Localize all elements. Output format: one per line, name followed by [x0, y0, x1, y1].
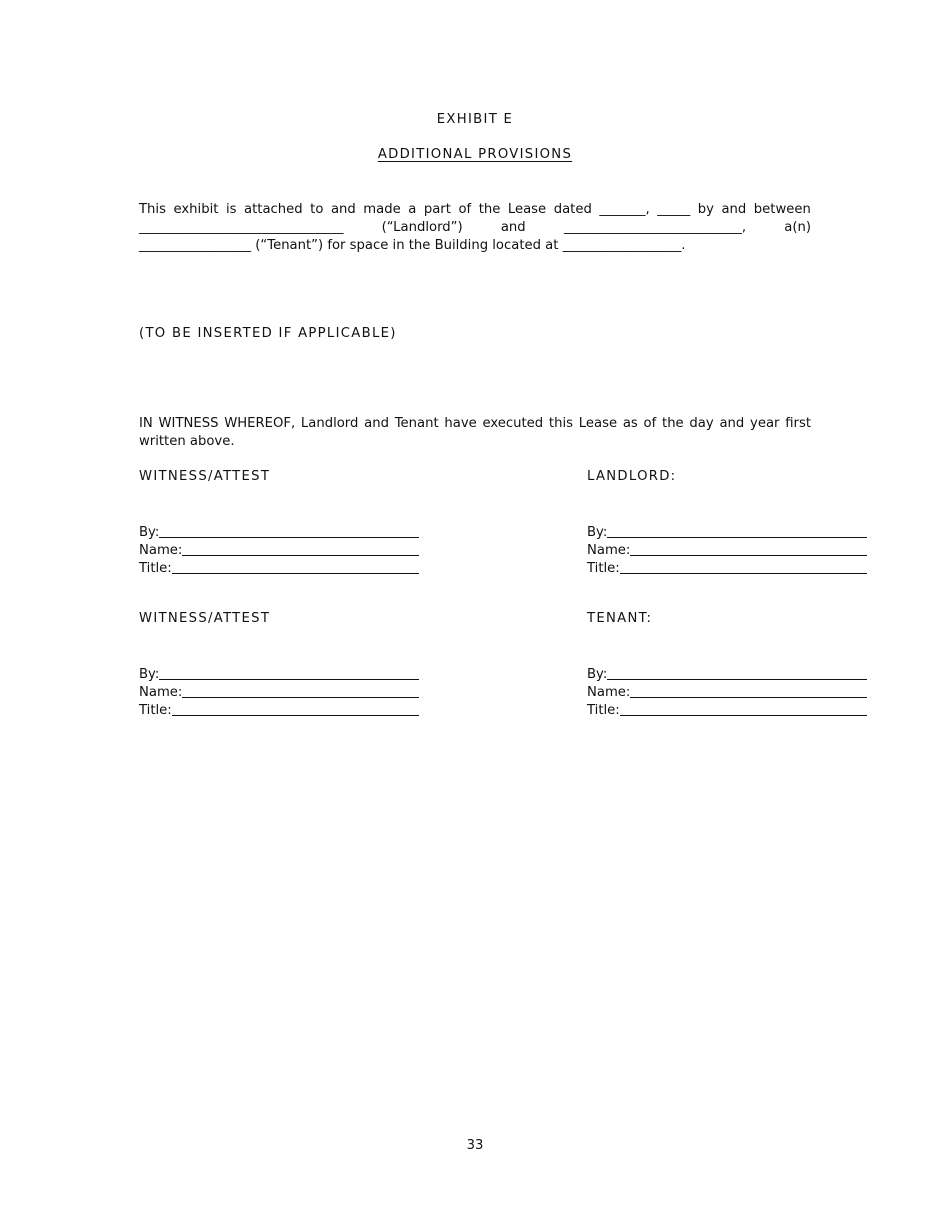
title-line[interactable] [620, 559, 867, 574]
signature-heading: WITNESS/ATTEST [139, 469, 271, 484]
name-label: Name: [587, 543, 631, 558]
signature-title-row [587, 700, 867, 718]
intro-word: a [408, 202, 417, 217]
intro-word: (“Landlord”) [381, 220, 463, 235]
intro-word: and [330, 202, 356, 217]
intro-word: of [458, 202, 472, 217]
signature-title-row [139, 558, 419, 576]
intro-word: This [139, 202, 166, 217]
intro-word: to [310, 202, 324, 217]
lease-date-blank: _______, [599, 202, 650, 217]
by-line[interactable] [159, 665, 419, 680]
signature-lines [139, 522, 419, 576]
title-line[interactable] [620, 701, 867, 716]
intro-word: a(n) [784, 220, 811, 235]
intro-line-1 [139, 201, 811, 219]
intro-word: between [753, 202, 811, 217]
intro-line-2 [139, 219, 811, 237]
signature-name-row [139, 540, 419, 558]
name-line[interactable] [182, 541, 419, 556]
title-label: Title: [139, 561, 172, 576]
insert-note: (TO BE INSERTED IF APPLICABLE) [139, 326, 397, 341]
signature-heading: LANDLORD: [587, 469, 677, 484]
signature-title-row [139, 700, 419, 718]
signature-by-row [587, 522, 867, 540]
page-number: 33 [466, 1138, 484, 1153]
by-label: By: [587, 525, 608, 540]
signature-by-row [139, 664, 419, 682]
name-label: Name: [587, 685, 631, 700]
intro-word: made [363, 202, 401, 217]
signature-block-witness-2 [139, 611, 419, 721]
signature-by-row [139, 522, 419, 540]
intro-word: the [478, 202, 501, 217]
signature-heading: TENANT: [587, 611, 653, 626]
intro-word: part [423, 202, 451, 217]
by-label: By: [139, 525, 160, 540]
lease-year-blank: _____ [657, 202, 691, 217]
signature-name-row [587, 682, 867, 700]
signature-lines [139, 664, 419, 718]
signature-lines [587, 664, 867, 718]
signature-name-row [139, 682, 419, 700]
by-line[interactable] [607, 523, 867, 538]
exhibit-subtitle: ADDITIONAL PROVISIONS [377, 147, 573, 162]
name-label: Name: [139, 685, 183, 700]
exhibit-subtitle-wrapper [0, 147, 950, 162]
intro-word: and [500, 220, 526, 235]
intro-paragraph [139, 201, 811, 255]
by-label: By: [139, 667, 160, 682]
intro-word: by [697, 202, 714, 217]
by-line[interactable] [607, 665, 867, 680]
signature-name-row [587, 540, 867, 558]
by-label: By: [587, 667, 608, 682]
by-line[interactable] [159, 523, 419, 538]
name-label: Name: [139, 543, 183, 558]
title-label: Title: [139, 703, 172, 718]
intro-line-3: _________________ (“Tenant”) for space in the Building located at __________________. [139, 238, 686, 253]
landlord-name-blank: _______________________________ [139, 220, 344, 235]
signature-lines [587, 522, 867, 576]
title-label: Title: [587, 561, 620, 576]
signature-block-witness-1 [139, 469, 419, 579]
intro-word: dated [553, 202, 592, 217]
intro-word: attached [244, 202, 303, 217]
exhibit-title: EXHIBIT E [436, 112, 514, 127]
title-line[interactable] [172, 559, 419, 574]
signature-block-tenant [587, 611, 867, 721]
intro-word: is [225, 202, 237, 217]
title-line[interactable] [172, 701, 419, 716]
signature-block-landlord [587, 469, 867, 579]
name-line[interactable] [630, 541, 867, 556]
signature-heading: WITNESS/ATTEST [139, 611, 271, 626]
signature-title-row [587, 558, 867, 576]
intro-word: Lease [507, 202, 547, 217]
name-line[interactable] [182, 683, 419, 698]
tenant-name-blank: ___________________________, [563, 220, 747, 235]
intro-word: and [721, 202, 747, 217]
signature-by-row [587, 664, 867, 682]
intro-word: exhibit [173, 202, 219, 217]
witness-paragraph: IN WITNESS WHEREOF, Landlord and Tenant have executed this Lease as of the day and year first written above. [139, 416, 811, 449]
name-line[interactable] [630, 683, 867, 698]
title-label: Title: [587, 703, 620, 718]
